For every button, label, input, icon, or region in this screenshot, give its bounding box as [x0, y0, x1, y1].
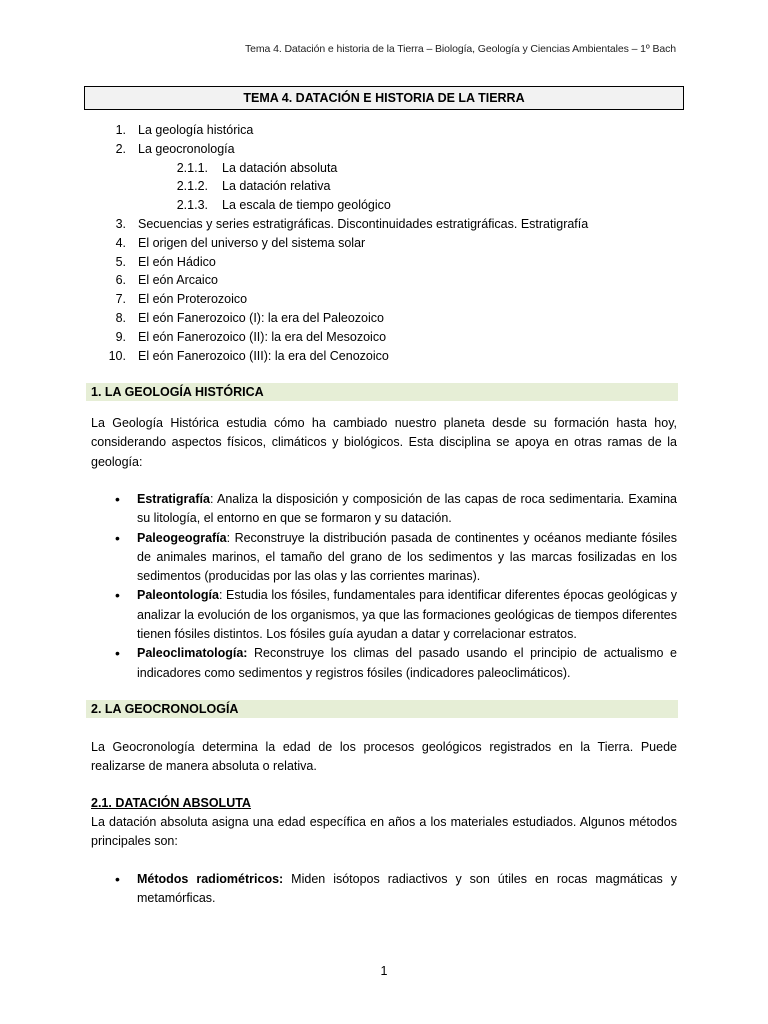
section-intro-paragraph: La Geocronología determina la edad de los procesos geológicos registrados en la Tierra. Puede realizarse de manera absoluta o relativa. — [91, 740, 677, 774]
list-item — [91, 490, 677, 529]
toc-text: La geología histórica — [138, 123, 254, 137]
list-item-text: Estratigrafía: Analiza la disposición y composición de las capas de roca sedimentaria. Examina su litología, el entorno en que se formaron y su datación. — [137, 492, 677, 526]
list-item-term: Métodos radiométricos: — [137, 872, 284, 886]
toc-item — [90, 290, 680, 309]
list-item — [91, 870, 677, 909]
list-item-text: Métodos radiométricos: Miden isótopos radiactivos y son útiles en rocas magmáticas y metamórficas. — [137, 872, 677, 906]
toc-text: El eón Hádico — [138, 254, 216, 269]
page-number: 1 — [380, 964, 388, 978]
list-item-term: Paleogeografía — [137, 530, 227, 545]
list-item-term: Estratigrafía — [137, 492, 210, 506]
toc-item — [90, 121, 680, 140]
toc-text: El eón Proterozoico — [138, 292, 248, 307]
toc-subitem — [90, 196, 680, 215]
toc-text: La geocronología — [138, 141, 235, 156]
toc-number: 1. — [115, 123, 126, 137]
running-header: Tema 4. Datación e historia de la Tierra – Biología, Geología y Ciencias Ambientales – 1º Bach — [244, 43, 676, 55]
bullet-icon: • — [115, 491, 120, 507]
table-of-contents — [90, 121, 680, 365]
toc-item — [90, 234, 680, 253]
subsection-heading: 2.1. DATACIÓN ABSOLUTA — [91, 796, 251, 810]
toc-item — [90, 271, 680, 290]
bullet-list — [91, 870, 677, 909]
toc-number: 2.1.3. — [176, 198, 208, 213]
list-item-term: Paleoclimatología: — [137, 646, 248, 661]
bullet-icon: • — [115, 871, 120, 887]
toc-text: La datación absoluta — [222, 160, 338, 175]
toc-number: 10. — [108, 348, 126, 363]
toc-number: 2.1.2. — [176, 179, 208, 194]
toc-item — [90, 140, 680, 159]
toc-text: El eón Fanerozoico (II): la era del Mesozoico — [138, 329, 387, 344]
toc-item — [90, 215, 680, 234]
toc-subitem — [90, 159, 680, 178]
toc-number: 6. — [115, 273, 126, 288]
section-intro-paragraph: La Geología Histórica estudia cómo ha cambiado nuestro planeta desde su formación hasta hoy, considerando aspectos físicos, climáticos y biológicos. Esta disciplina se apoya en otras ramas de la geología: — [91, 416, 677, 469]
section-heading: 1. LA GEOLOGÍA HISTÓRICA — [86, 383, 678, 401]
toc-text: El eón Fanerozoico (III): la era del Cenozoico — [138, 348, 389, 363]
toc-number: 2.1.1. — [176, 160, 208, 175]
toc-number: 7. — [115, 292, 126, 307]
bullet-icon: • — [115, 529, 120, 546]
toc-text: La datación relativa — [222, 179, 331, 194]
toc-number: 5. — [115, 254, 126, 269]
toc-number: 4. — [115, 235, 126, 250]
toc-item — [90, 253, 680, 272]
toc-text: El eón Arcaico — [138, 273, 218, 288]
toc-text: El eón Fanerozoico (I): la era del Paleozoico — [138, 310, 384, 325]
toc-item — [90, 347, 680, 366]
list-item — [91, 644, 677, 683]
toc-subitem — [90, 177, 680, 196]
bullet-icon: • — [115, 645, 120, 662]
list-item-term: Paleontología — [137, 588, 219, 603]
document-title — [84, 86, 684, 110]
list-item-text: Paleoclimatología: Reconstruye los climas del pasado usando el principio de actualismo e indicadores como sedimentos y registros fósiles (indicadores paleoclimáticos). — [137, 646, 677, 680]
subsection-intro-paragraph: La datación absoluta asigna una edad específica en años a los materiales estudiados. Algunos métodos principales son: — [91, 815, 677, 849]
list-item-text: Paleogeografía: Reconstruye la distribución pasada de continentes y océanos mediante fósiles de animales marinos, el tamaño del grano de los sedimentos y las marcas fosilizadas en los sedimentos (producidas por las olas y las corrientes marinas). — [137, 530, 677, 584]
list-item — [91, 586, 677, 644]
toc-item — [90, 328, 680, 347]
bullet-icon: • — [115, 587, 120, 604]
toc-text: El origen del universo y del sistema solar — [138, 235, 366, 250]
toc-number: 3. — [115, 216, 126, 231]
toc-item — [90, 309, 680, 328]
bullet-list — [91, 490, 677, 683]
toc-number: 2. — [115, 141, 126, 156]
toc-text: La escala de tiempo geológico — [222, 198, 391, 213]
section-heading: 2. LA GEOCRONOLOGÍA — [86, 700, 678, 718]
toc-number: 9. — [115, 329, 126, 344]
toc-number: 8. — [115, 310, 126, 325]
list-item — [91, 529, 677, 587]
document-title-text: TEMA 4. DATACIÓN E HISTORIA DE LA TIERRA — [243, 91, 525, 105]
toc-text: Secuencias y series estratigráficas. Discontinuidades estratigráficas. Estratigrafía — [138, 216, 589, 231]
list-item-text: Paleontología: Estudia los fósiles, fundamentales para identificar diferentes épocas geológicas y analizar la evolución de los organismos, ya que las formaciones geológicas de tiempos diferentes tienen fósiles distintos. Los fósiles guía ayudan a datar y correlacionar estratos. — [137, 588, 677, 642]
